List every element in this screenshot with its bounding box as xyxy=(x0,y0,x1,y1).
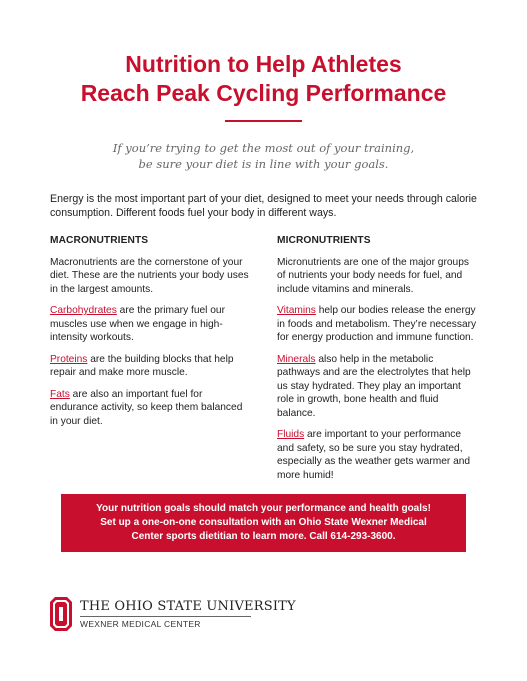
fats-link[interactable]: Fats xyxy=(50,388,70,400)
micro-item-fluids xyxy=(277,428,477,482)
minerals-link[interactable]: Minerals xyxy=(277,353,316,365)
carbohydrates-link[interactable]: Carbohydrates xyxy=(50,305,117,316)
university-name: THE OHIO STATE UNIVERSITY xyxy=(80,599,296,614)
micro-item-minerals xyxy=(277,353,477,421)
fats-text: are also an important fuel for endurance activity, so keep them balanced in your diet. xyxy=(50,388,243,427)
minerals-text: also help in the metabolic pathways and are the electrolytes that help us stay hydrated. They play an important role in growth, bone health and fluid balance. xyxy=(277,353,471,419)
consultation-callout xyxy=(61,494,466,552)
title-line-1: Nutrition to Help Athletes xyxy=(125,51,402,77)
title-line-2: Reach Peak Cycling Performance xyxy=(80,80,447,106)
micronutrients-lead: Micronutrients are one of the major groups of nutrients your body needs for fuel, and include vitamins and minerals. xyxy=(277,256,469,295)
micro-item-vitamins xyxy=(277,304,477,345)
macronutrients-lead: Macronutrients are the cornerstone of your diet. These are the nutrients your body uses in the largest amounts. xyxy=(50,256,249,295)
proteins-text: are the building blocks that help repair and make more muscle. xyxy=(50,353,234,378)
subtitle xyxy=(0,140,527,172)
medical-center-name: WEXNER MEDICAL CENTER xyxy=(80,619,201,629)
callout-text: Your nutrition goals should match your performance and health goals! Set up a one-on-one consultation with an Ohio State Wexner Medical Center sports dietitian to learn more. Call 614-293-3600. xyxy=(96,503,431,542)
page-title xyxy=(0,50,527,108)
block-o-logo-icon xyxy=(50,597,72,631)
macronutrients-heading: MACRONUTRIENTS xyxy=(50,235,149,246)
micronutrients-heading: MICRONUTRIENTS xyxy=(277,235,371,246)
vitamins-text: help our bodies release the energy in foods and metabolism. They’re necessary for energy production and immune function. xyxy=(277,305,477,343)
macro-item-carbohydrates xyxy=(50,304,250,345)
fluids-link[interactable]: Fluids xyxy=(277,429,305,440)
micronutrients-column xyxy=(277,234,477,490)
vitamins-link[interactable]: Vitamins xyxy=(277,305,316,316)
fluids-text: are important to your performance and safety, so be sure you stay hydrated, especially as the weather gets warmer and more humid! xyxy=(277,429,471,481)
proteins-link[interactable]: Proteins xyxy=(50,353,88,365)
macro-item-proteins xyxy=(50,353,250,380)
macronutrients-column xyxy=(50,234,250,436)
macro-item-fats xyxy=(50,388,250,429)
title-divider xyxy=(225,120,302,122)
intro-paragraph: Energy is the most important part of your diet, designed to meet your needs through calorie consumption. Different foods fuel your body in different ways. xyxy=(50,193,477,219)
carbohydrates-text: are the primary fuel our muscles use when we engage in high-intensity workouts. xyxy=(50,305,225,343)
subtitle-line-1: If you’re trying to get the most out of your training, xyxy=(112,141,415,155)
subtitle-line-2: be sure your diet is in line with your goals. xyxy=(138,157,389,171)
footer-divider xyxy=(80,616,251,617)
